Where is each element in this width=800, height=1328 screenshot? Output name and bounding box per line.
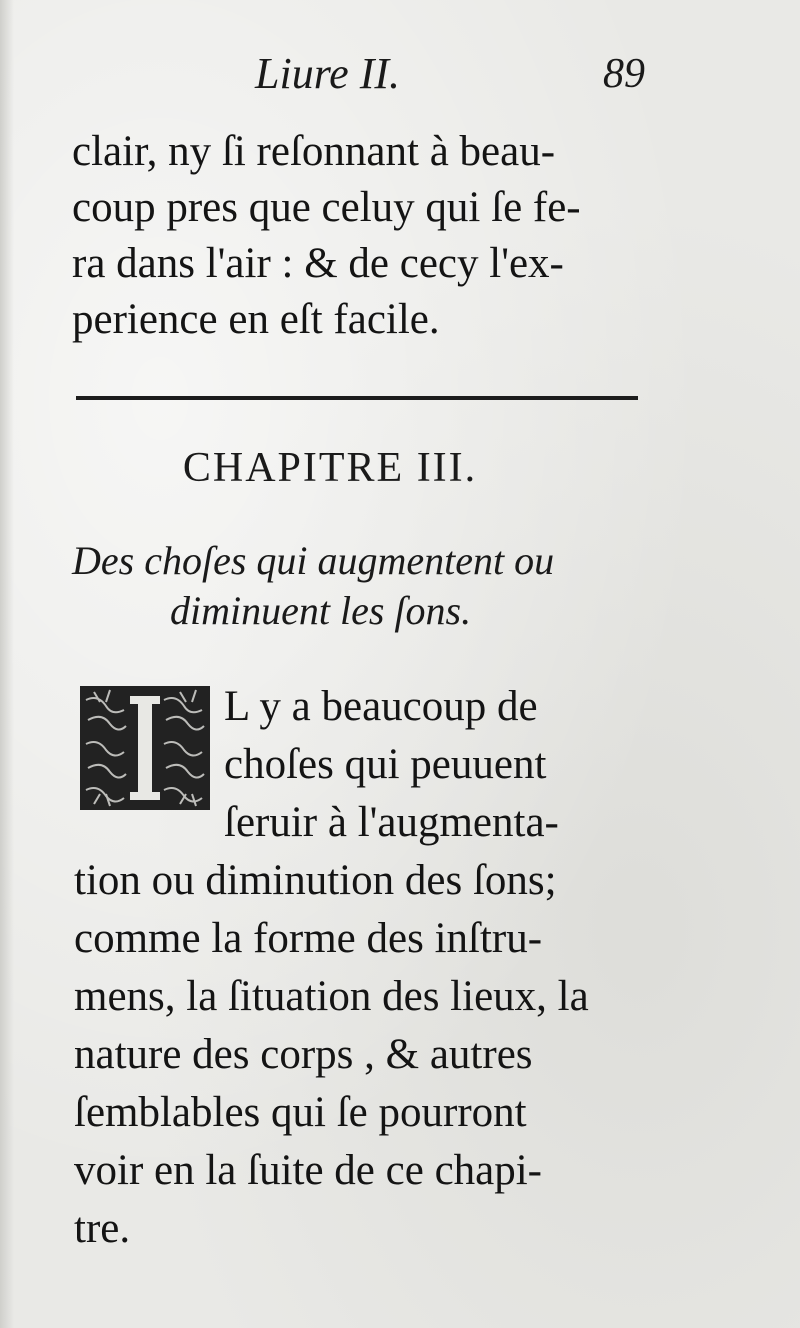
text-line: nature des corps , & autres [74,1031,533,1078]
text-line: coup pres que celuy qui ſe fe- [72,184,581,231]
chapter-heading: CHAPITRE III. [182,445,478,491]
chapter-title-line: Des choſes qui augmentent ou [72,538,555,583]
text-line: clair, ny ſi reſonnant à beau- [72,128,556,175]
page-number: 89 [603,51,645,97]
running-head: Liure II. [255,49,401,98]
text-line: ſeruir à l'augmenta- [224,799,559,846]
text-line: choſes qui peuuent [224,741,547,788]
text-line: perience en eſt facile. [72,296,440,343]
chapter-divider-rule [76,396,638,400]
text-line: tion ou diminution des ſons; [74,857,557,904]
text-line: ra dans l'air : & de cecy l'ex- [72,240,564,287]
chapter-title-line: diminuent les ſons. [170,588,472,633]
continued-paragraph [72,124,652,348]
chapter-title [72,536,657,636]
text-line: L y a beaucoup de [224,683,538,730]
page-gutter-shadow [0,0,14,1328]
chapter-body-paragraph [74,678,654,1258]
text-line: tre. [74,1205,131,1252]
text-line: comme la forme des inſtru- [74,915,543,962]
page-header [70,48,655,108]
text-line: voir en la ſuite de ce chapi- [74,1147,543,1194]
text-line: ſemblables qui ſe pourront [74,1089,527,1136]
text-line: mens, la ſituation des lieux, la [74,973,589,1020]
